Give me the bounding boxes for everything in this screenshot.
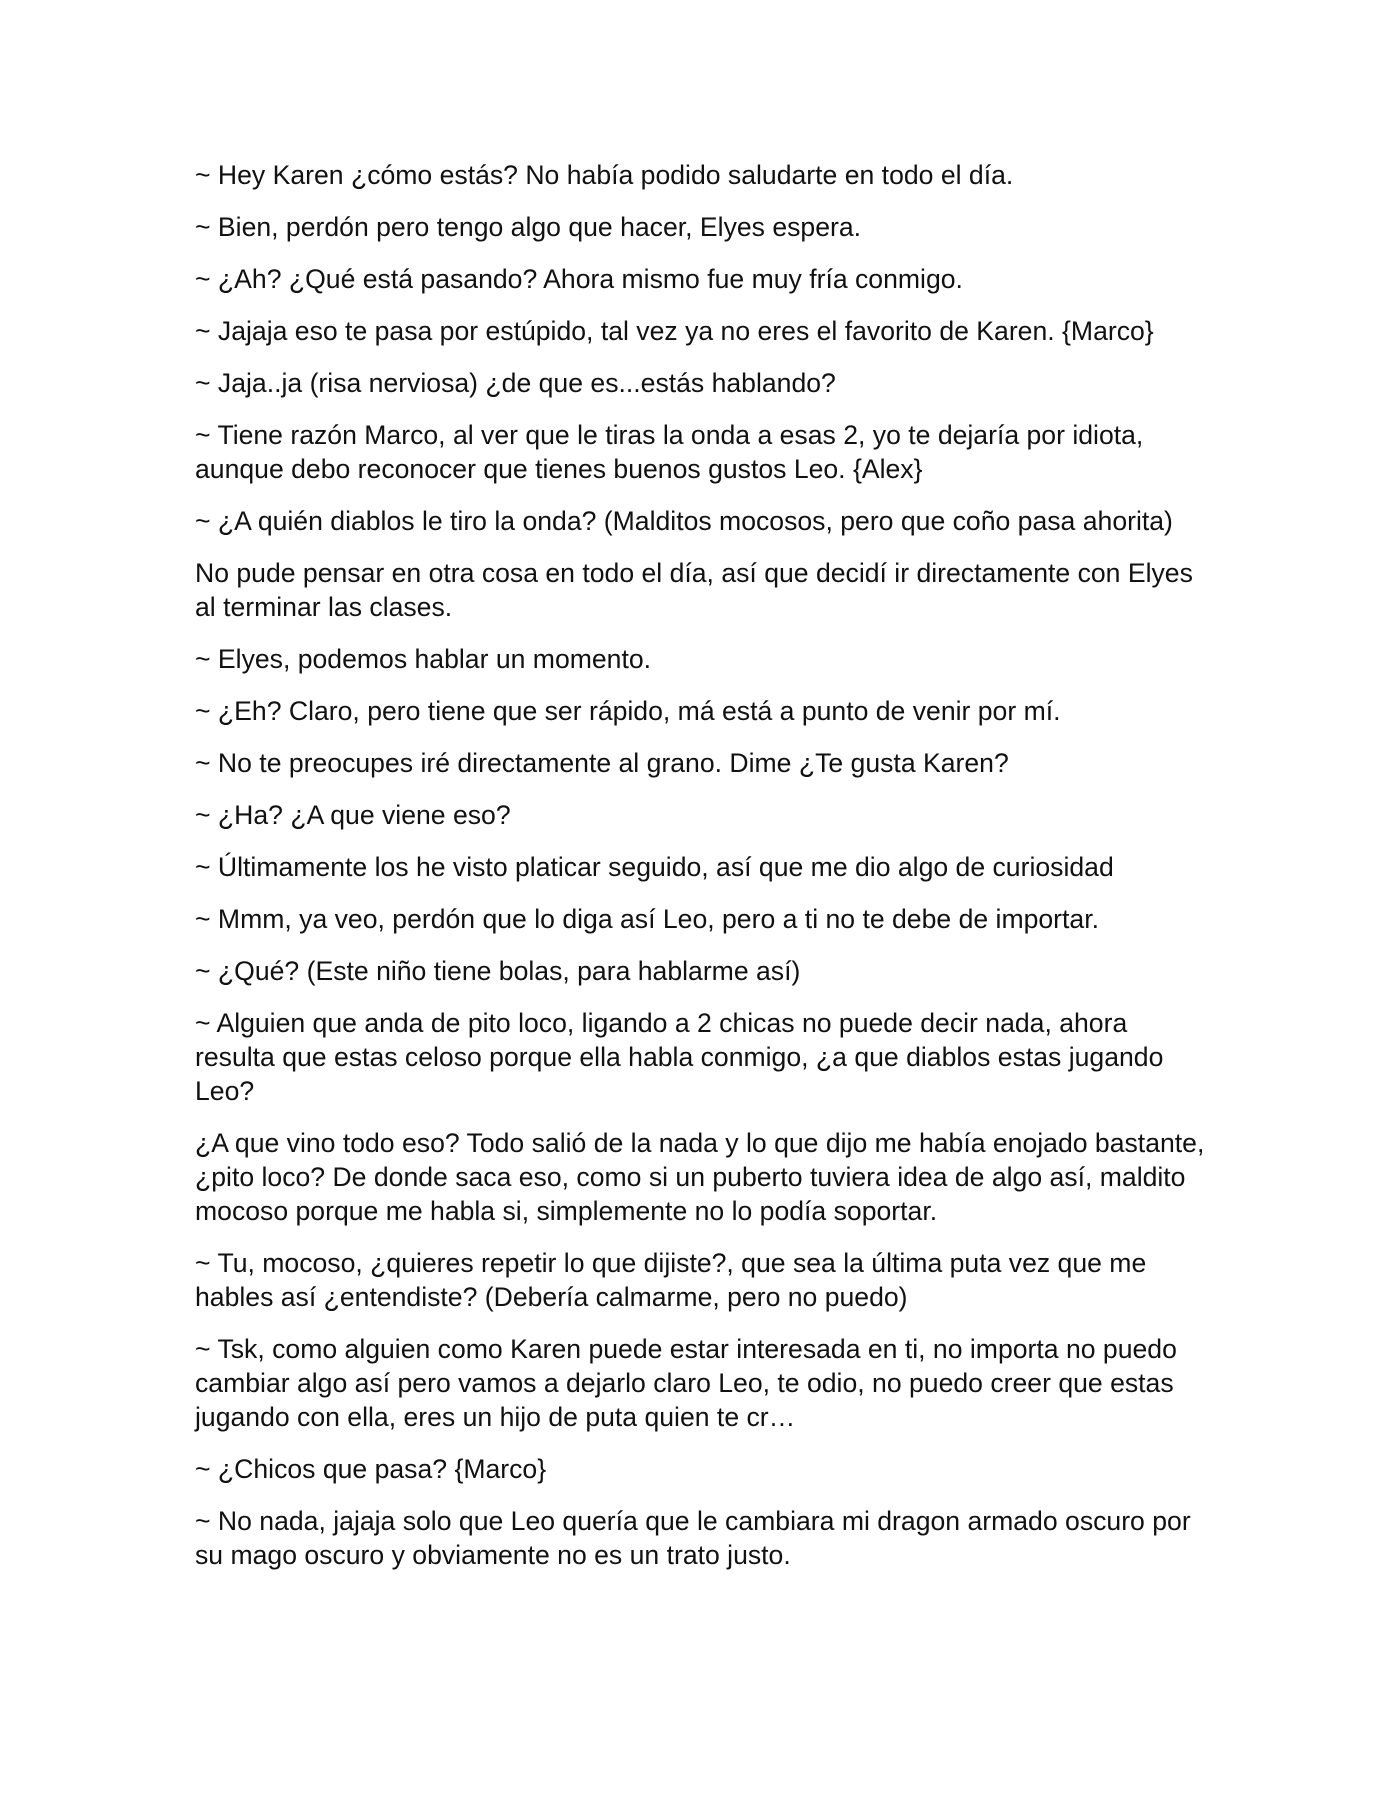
paragraph-18: ~ Tu, mocoso, ¿quieres repetir lo que dijiste?, que sea la última puta vez que me hables así ¿entendiste? (Debería calmarme, pero no puedo) <box>195 1248 1147 1312</box>
paragraph-6: ~ Tiene razón Marco, al ver que le tiras la onda a esas 2, yo te dejaría por idiota, aunque debo reconocer que tienes buenos gustos Leo. {Alex} <box>195 420 1144 484</box>
paragraph-12: ~ ¿Ha? ¿A que viene eso? <box>195 800 511 830</box>
paragraph-9: ~ Elyes, podemos hablar un momento. <box>195 644 652 674</box>
paragraph-2: ~ Bien, perdón pero tengo algo que hacer, Elyes espera. <box>195 212 862 242</box>
paragraph-8: No pude pensar en otra cosa en todo el día, así que decidí ir directamente con Elyes al terminar las clases. <box>195 558 1193 622</box>
paragraph-3: ~ ¿Ah? ¿Qué está pasando? Ahora mismo fue muy fría conmigo. <box>195 264 963 294</box>
paragraph-13: ~ Últimamente los he visto platicar seguido, así que me dio algo de curiosidad <box>195 852 1114 882</box>
paragraph-4: ~ Jajaja eso te pasa por estúpido, tal vez ya no eres el favorito de Karen. {Marco} <box>195 316 1154 346</box>
paragraph-17: ¿A que vino todo eso? Todo salió de la nada y lo que dijo me había enojado bastante, ¿pito loco? De donde saca eso, como si un puberto tuviera idea de algo así, maldito mocoso porque me habla si, simplemente no lo podía soportar. <box>195 1128 1205 1226</box>
paragraph-16: ~ Alguien que anda de pito loco, ligando a 2 chicas no puede decir nada, ahora resulta que estas celoso porque ella habla conmigo, ¿a que diablos estas jugando Leo? <box>195 1008 1164 1106</box>
paragraph-5: ~ Jaja..ja (risa nerviosa) ¿de que es...estás hablando? <box>195 368 836 398</box>
paragraph-20: ~ ¿Chicos que pasa? {Marco} <box>195 1454 547 1484</box>
paragraph-14: ~ Mmm, ya veo, perdón que lo diga así Leo, pero a ti no te debe de importar. <box>195 904 1099 934</box>
paragraph-10: ~ ¿Eh? Claro, pero tiene que ser rápido, má está a punto de venir por mí. <box>195 696 1061 726</box>
paragraph-7: ~ ¿A quién diablos le tiro la onda? (Malditos mocosos, pero que coño pasa ahorita) <box>195 506 1173 536</box>
paragraph-11: ~ No te preocupes iré directamente al grano. Dime ¿Te gusta Karen? <box>195 748 1009 778</box>
paragraph-21: ~ No nada, jajaja solo que Leo quería que le cambiara mi dragon armado oscuro por su mago oscuro y obviamente no es un trato justo. <box>195 1506 1191 1570</box>
paragraph-15: ~ ¿Qué? (Este niño tiene bolas, para hablarme así) <box>195 956 801 986</box>
paragraph-19: ~ Tsk, como alguien como Karen puede estar interesada en ti, no importa no puedo cambiar algo así pero vamos a dejarlo claro Leo, te odio, no puedo creer que estas jugando con ella, eres un hijo de puta quien te cr… <box>195 1334 1177 1432</box>
document-body <box>195 158 1205 1590</box>
paragraph-1: ~ Hey Karen ¿cómo estás? No había podido saludarte en todo el día. <box>195 160 1014 190</box>
